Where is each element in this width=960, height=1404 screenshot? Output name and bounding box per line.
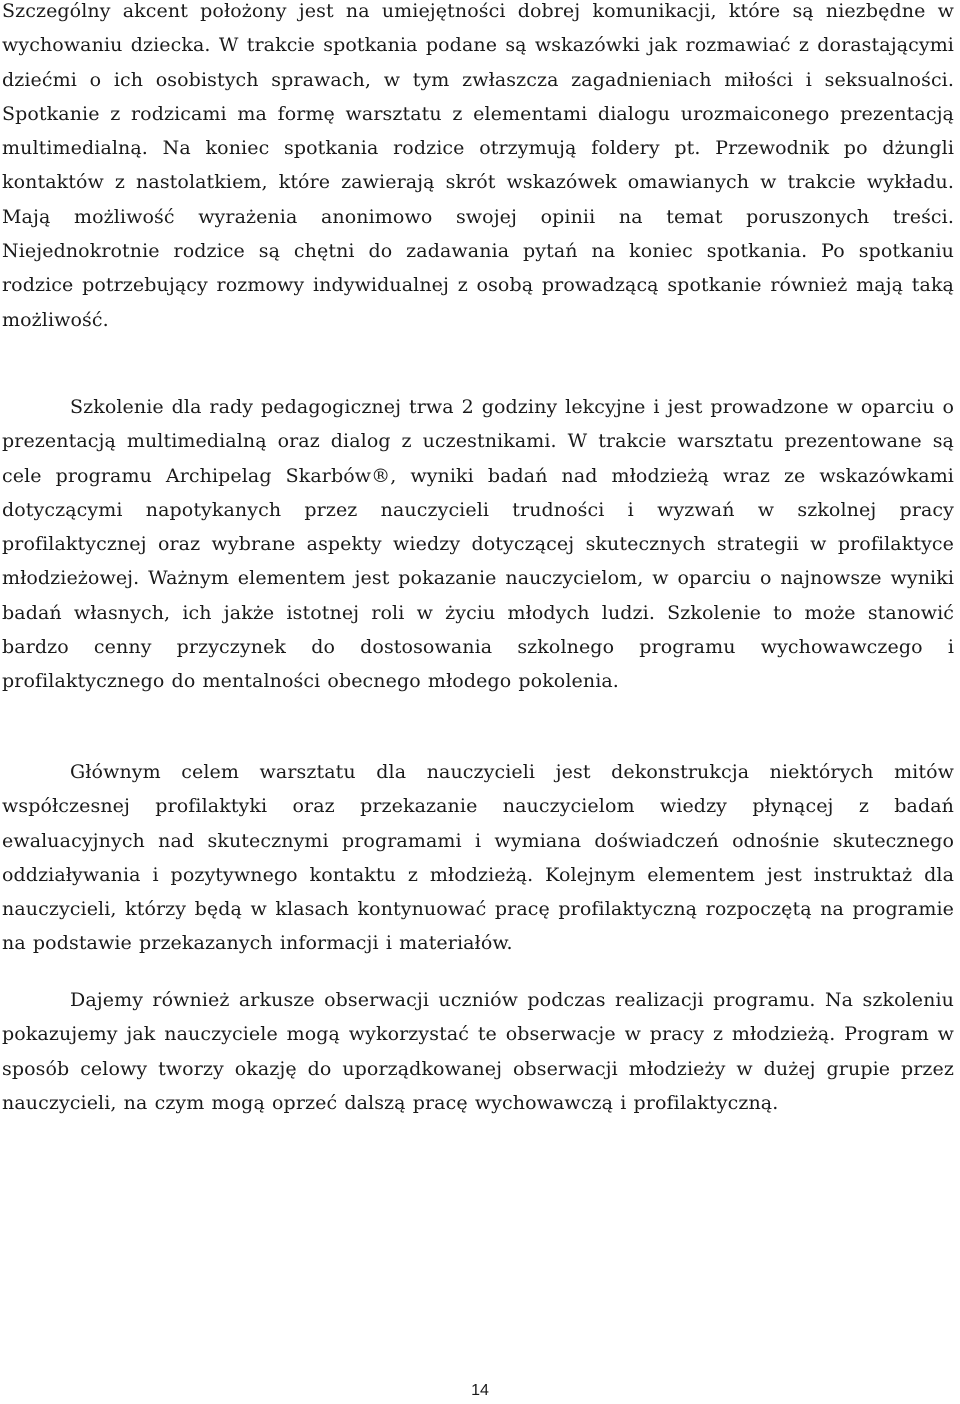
page-number: 14 [471, 1382, 489, 1399]
paragraph-communication: Szczególny akcent położony jest na umiejętności dobrej komunikacji, które są niezbędne w wychowaniu dziecka. W trakcie spotkania podane są wskazówki jak rozmawiać z dorastającymi dziećmi o ich osobistych sprawach, w tym zwłaszcza zagadnieniach miłości i seksualności. Spotkanie z rodzicami ma formę warsztatu z elementami dialogu urozmaiconego prezentacją multimedialną. Na koniec spotkania rodzice otrzymują foldery pt. Przewodnik po dżungli kontaktów z nastolatkiem, które zawierają skrót wskazówek omawianych w trakcie wykładu. Mają możliwość wyrażenia anonimowo swojej opinii na temat poruszonych treści. Niejednokrotnie rodzice są chętni do zadawania pytań na koniec spotkania. Po spotkaniu rodzice potrzebujący rozmowy indywidualnej z osobą prowadzącą spotkanie również mają taką możliwość. [2, 0, 954, 331]
paragraph-workshop-goal: Głównym celem warsztatu dla nauczycieli jest dekonstrukcja niektórych mitów współczesnej profilaktyki oraz przekazanie nauczycielom wiedzy płynącej z badań ewaluacyjnych nad skutecznymi programami i wymiana doświadczeń odnośnie skutecznego oddziaływania i pozytywnego kontaktu z młodzieżą. Kolejnym elementem jest instruktaż dla nauczycieli, którzy będą w klasach kontynuować pracę profilaktyczną rozpoczętą na programie na podstawie przekazanych informacji i materiałów. [2, 761, 954, 955]
paragraph-observation-sheets: Dajemy również arkusze obserwacji uczniów podczas realizacji programu. Na szkoleniu pokazujemy jak nauczyciele mogą wykorzystać te obserwacje w pracy z młodzieżą. Program w sposób celowy tworzy okazję do uporządkowanej obserwacji młodzieży w dużej grupie przez nauczycieli, na czym mogą oprzeć dalszą pracę wychowawczą i profilaktyczną. [2, 989, 954, 1114]
paragraph-teacher-training: Szkolenie dla rady pedagogicznej trwa 2 godziny lekcyjne i jest prowadzone w oparciu o prezentacją multimedialną oraz dialog z uczestnikami. W trakcie warsztatu prezentowane są cele programu Archipelag Skarbów®, wyniki badań nad młodzieżą wraz ze wskazówkami dotyczącymi napotykanych przez nauczycieli trudności i wyzwań w szkolnej pracy profilaktycznej oraz wybrane aspekty wiedzy dotyczącej skutecznych strategii w profilaktyce młodzieżowej. Ważnym elementem jest pokazanie nauczycielom, w oparciu o najnowsze wyniki badań własnych, ich jakże istotnej roli w życiu młodych ludzi. Szkolenie to może stanowić bardzo cenny przyczynek do dostosowania szkolnego programu wychowawczego i profilaktycznego do mentalności obecnego młodego pokolenia. [2, 396, 954, 693]
